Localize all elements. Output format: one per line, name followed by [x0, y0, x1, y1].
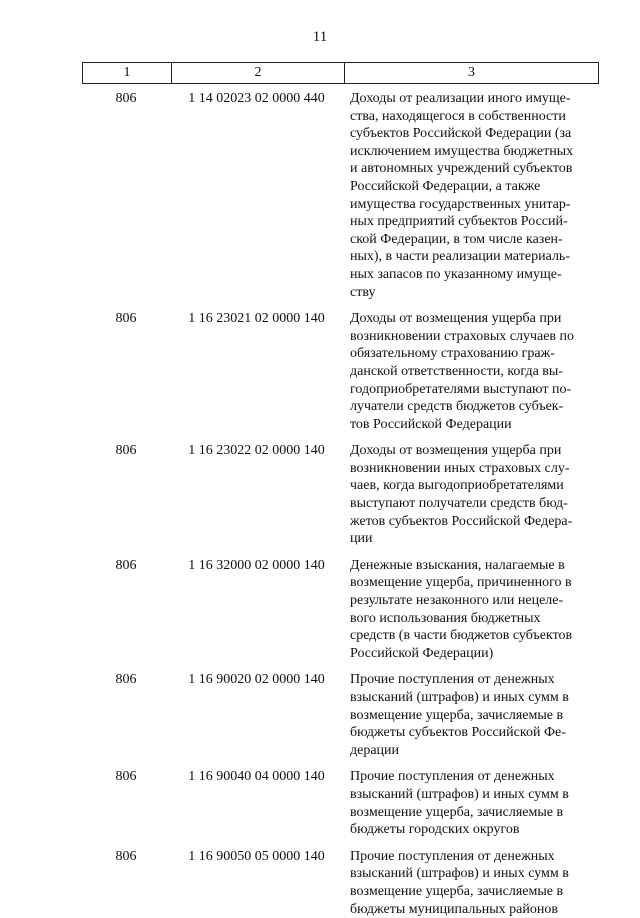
description-line: лучатели средств бюджетов субъек-	[350, 399, 564, 415]
description-cell	[343, 442, 599, 548]
description-line: выступают получатели средств бюд-	[350, 496, 568, 512]
description-line: взысканий (штрафов) и иных сумм в	[350, 690, 569, 705]
admin-code-cell: 806	[115, 443, 137, 459]
admin-code-cell: 806	[115, 311, 137, 327]
description-line: Доходы от возмещения ущерба при	[350, 311, 562, 327]
description-line: ству	[350, 284, 376, 300]
description-line: возникновении страховых случаев по	[350, 328, 575, 344]
budget-code-cell: 1 16 23021 02 0000 140	[188, 311, 325, 327]
description-line: вого использования бюджетных	[350, 610, 541, 626]
description-line: возникновении иных страховых слу-	[350, 460, 570, 476]
page-number: 11	[312, 29, 328, 45]
table-row	[82, 671, 599, 759]
description-line: Российской Федерации, а также	[350, 178, 541, 194]
description-line: тов Российской Федерации	[350, 416, 512, 432]
admin-code-cell: 806	[115, 91, 137, 106]
description-line: годоприобретателями выступают по-	[350, 381, 572, 397]
table-row	[82, 557, 599, 663]
description-line: данской ответственности, когда вы-	[350, 363, 563, 379]
header-col-1: 1	[123, 65, 131, 80]
table-row	[82, 848, 599, 918]
description-line: субъектов Российской Федерации (за	[350, 126, 572, 142]
description-line: Прочие поступления от денежных	[350, 769, 555, 785]
description-line: Денежные взыскания, налагаемые в	[350, 557, 565, 573]
description-line: Российской Федерации)	[350, 645, 494, 661]
description-line: бюджеты субъектов Российской Фе-	[350, 725, 566, 741]
description-cell	[343, 768, 599, 838]
description-line: возмещение ущерба, зачисляемые в	[350, 883, 564, 899]
description-line: возмещение ущерба, зачисляемые в	[350, 804, 564, 820]
budget-code-cell: 1 14 02023 02 0000 440	[188, 91, 325, 106]
budget-code-cell: 1 16 90040 04 0000 140	[188, 769, 325, 785]
description-line: ных), в части реализации материаль-	[350, 249, 570, 265]
budget-code-cell: 1 16 32000 02 0000 140	[188, 557, 325, 573]
description-cell	[343, 557, 599, 663]
description-line: взысканий (штрафов) и иных сумм в	[350, 786, 569, 802]
description-cell	[343, 671, 599, 759]
description-line: Прочие поступления от денежных	[350, 848, 555, 864]
description-cell	[343, 848, 599, 918]
admin-code-cell: 806	[115, 557, 137, 573]
table-header-row	[82, 62, 599, 84]
description-line: средств (в части бюджетов субъектов	[350, 628, 573, 644]
description-line: исключением имущества бюджетных	[350, 143, 574, 159]
admin-code-cell: 806	[115, 672, 137, 688]
description-line: дерации	[350, 742, 400, 758]
description-line: ской Федерации, в том числе казен-	[350, 231, 563, 247]
description-line: имущества государственных унитар-	[350, 196, 571, 212]
table-row	[82, 442, 599, 548]
description-line: Доходы от реализации иного имуще-	[350, 91, 571, 106]
table-row	[82, 768, 599, 838]
description-line: Доходы от возмещения ущерба при	[350, 443, 562, 459]
description-line: возмещение ущерба, зачисляемые в	[350, 707, 564, 723]
description-line: чаев, когда выгодоприобретателями	[350, 478, 564, 494]
description-line: обязательному страхованию граж-	[350, 346, 555, 362]
admin-code-cell: 806	[115, 848, 137, 864]
description-line: Прочие поступления от денежных	[350, 672, 555, 688]
description-line: бюджеты городских округов	[350, 822, 520, 838]
description-cell	[343, 90, 599, 301]
header-col-2: 2	[171, 63, 344, 83]
budget-code-cell: 1 16 90020 02 0000 140	[188, 672, 325, 688]
description-line: и автономных учреждений субъектов	[350, 161, 573, 177]
description-line: ства, находящегося в собственности	[350, 108, 566, 124]
budget-code-cell: 1 16 23022 02 0000 140	[188, 443, 325, 459]
description-cell	[343, 310, 599, 433]
table-row	[82, 90, 599, 301]
description-line: возмещение ущерба, причиненного в	[350, 575, 572, 591]
header-col-3: 3	[344, 63, 598, 83]
budget-code-cell: 1 16 90050 05 0000 140	[188, 848, 325, 864]
table-body	[82, 90, 599, 918]
description-line: ных запасов по указанному имуще-	[350, 266, 562, 282]
description-line: взысканий (штрафов) и иных сумм в	[350, 866, 569, 882]
description-line: жетов субъектов Российской Федера-	[350, 513, 573, 529]
description-line: ции	[350, 531, 373, 547]
admin-code-cell: 806	[115, 769, 137, 785]
description-line: ных предприятий субъектов Россий-	[350, 214, 568, 230]
table-row	[82, 310, 599, 433]
description-line: результате незаконного или нецеле-	[350, 593, 564, 609]
description-line: бюджеты муниципальных районов	[350, 901, 558, 917]
